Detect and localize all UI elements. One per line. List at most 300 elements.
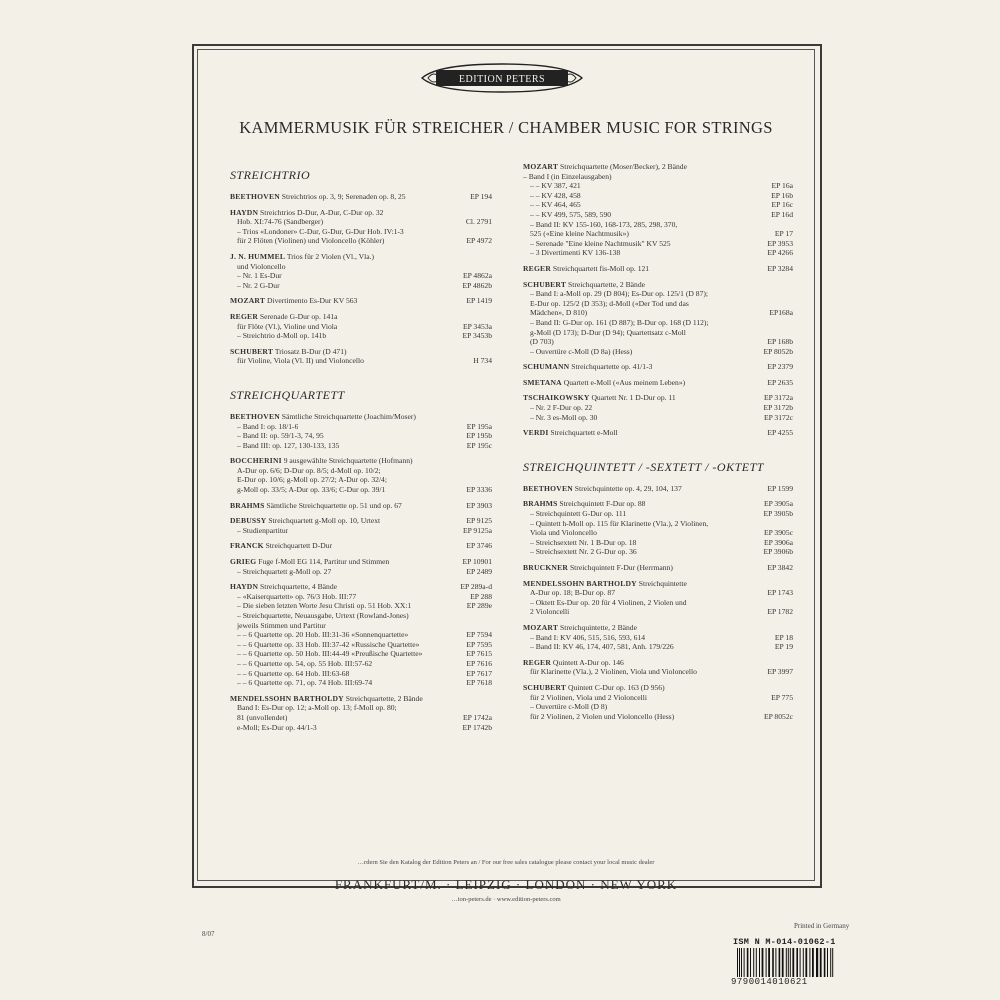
catalogue-number: EP 195c [466,440,492,450]
section-title: STREICHQUARTETT [230,387,345,402]
entry-text [237,271,282,281]
entry-text [230,296,357,306]
catalogue-number: EP 1742b [462,722,492,732]
entry-line [523,588,793,598]
work-description: für 2 Violinen, Viola und 2 Violoncelli [530,692,647,702]
entry-line [230,659,492,669]
work-description: für 2 Flöten (Violinen) und Violoncello (Köhler) [237,236,385,246]
entry-line [523,528,793,538]
catalogue-number: EP 16d [771,209,793,219]
work-description: Quartett e-Moll («Aus meinem Leben») [561,377,686,387]
print-code: 8/07 [202,930,215,938]
barcode-bar [824,948,826,977]
entry-text [237,431,324,441]
entry-line [523,229,793,239]
entry-text [237,227,404,237]
work-description: jeweils Stimmen und Partitur [237,620,326,630]
catalogue-number: EP 3906b [763,547,793,557]
entry-line [230,541,492,551]
barcode-bar [803,948,804,977]
entry-line [230,630,492,640]
entry-line [230,592,492,602]
catalogue-entry [230,252,492,290]
entry-line [523,347,793,357]
entry-line [523,484,793,494]
composer-name: SCHUBERT [230,346,274,356]
entry-text [237,281,280,291]
entry-text [237,713,287,723]
entry-line [230,331,492,341]
catalogue-number: EP 194 [470,192,492,201]
entry-text [530,210,611,220]
entry-text [530,308,587,318]
catalogue-entry [230,192,492,202]
work-description: – Trios «Londoner» C-Dur, G-Dur, G-Dur Hob. IV:1-3 [237,226,404,236]
work-description: – Band II: KV 46, 174, 407, 581, Anh. 179/226 [530,642,674,652]
catalogue-entry [230,412,492,450]
barcode-bar [744,948,745,977]
catalogue-number: EP 16b [771,190,793,200]
composer-name: MENDELSSOHN BARTHOLDY [230,693,344,703]
entry-text [237,621,326,631]
catalogue-entry [523,579,793,617]
entry-line [230,678,492,688]
work-description: – Band I: op. 18/1-6 [237,421,299,431]
entry-text [237,262,286,272]
entry-line [230,262,492,272]
entry-line [523,633,793,643]
work-description: – Streichtrio d-Moll op. 141b [237,331,327,341]
barcode-bar [759,948,760,977]
work-description: Streichtrios D-Dur, A-Dur, C-Dur op. 32 [258,207,384,217]
entry-line [230,601,492,611]
entry-text [237,611,409,621]
entry-text [523,658,624,668]
entry-text [530,413,597,423]
entry-text [237,640,419,650]
work-description: – – 6 Quartette op. 20 Hob. III:31-36 «Sonnenquartette» [237,630,409,640]
composer-name: HAYDN [230,207,259,217]
work-description: Fuge f-Moll EG 114, Partitur und Stimmen [256,557,390,567]
entry-line [523,712,793,722]
entry-line [523,318,793,328]
section-spacer [523,444,793,460]
barcode-bar [775,948,776,977]
work-description: für Klarinette (Vla.), 2 Violinen, Viola und Violoncello [530,667,697,677]
entry-line [523,162,793,172]
entry-text [237,659,372,669]
entry-line [230,611,492,621]
entry-text [530,547,637,557]
entry-text [237,723,317,733]
catalogue-number: EP 19 [774,642,793,652]
work-description: Viola und Violoncello [530,528,597,538]
entry-line [230,557,492,567]
entry-line [523,393,793,403]
catalogue-number: EP168a [769,308,793,318]
work-description: – – 6 Quartette op. 71, op. 74 Hob. III:69-74 [237,678,373,688]
composer-name: MOZART [523,162,559,171]
barcode-bar [827,948,828,977]
composer-name: MOZART [230,296,266,306]
catalogue-entry [230,582,492,688]
catalogue-number: EP 7615 [466,649,492,659]
work-description: – Nr. 2 F-Dur op. 22 [530,403,593,413]
work-description: Mädchen», D 810) [530,308,588,318]
entry-text [230,582,337,592]
catalogue-number: EP 2489 [466,566,492,576]
ismn-number: ISM N M-014-01062-1 [733,937,836,947]
work-description: – Streichsextett Nr. 1 B-Dur op. 18 [530,537,637,547]
catalogue-entry [523,658,793,677]
entry-text [523,683,665,693]
work-description: g-Moll op. 33/5; A-Dur op. 33/6; C-Dur op. 39/1 [237,485,386,495]
work-description: 9 ausgewählte Streichquartette (Hofmann) [281,456,413,466]
entry-line [523,428,793,438]
entry-text [230,501,402,511]
entry-line [523,547,793,557]
work-description: Serenade G-Dur op. 141a [258,311,338,321]
composer-name: SCHUMANN [523,362,570,372]
entry-text [237,466,381,476]
barcode-bar [779,948,781,977]
barcode-bar [812,948,814,977]
entry-text [530,607,569,617]
catalogue-number: EP 168b [767,337,793,347]
entry-text [530,318,709,328]
entry-text [530,598,687,608]
catalogue-number: EP 3906a [763,537,793,547]
work-description: A-Dur op. 18; B-Dur op. 87 [530,588,615,598]
entry-line [230,252,492,262]
work-description: Sämtliche Streichquartette op. 51 und op. 67 [264,500,402,510]
entry-line [523,181,793,191]
work-description: A-Dur op. 6/6; D-Dur op. 8/5; d-Moll op. 10/2; [237,465,381,475]
catalogue-entry [230,347,492,366]
entry-text [230,516,380,526]
entry-text [523,172,612,182]
catalogue-entry [523,378,793,388]
composer-name: DEBUSSY [230,516,267,526]
catalogue-number: H 734 [473,356,492,366]
work-description: Divertimento Es-Dur KV 563 [265,296,358,306]
work-description: Band I: Es-Dur op. 12; a-Moll op. 13; f-Moll op. 80; [237,703,397,713]
entry-line [523,642,793,652]
entry-text [237,441,339,451]
barcode-bar [805,948,807,977]
barcode-bar [772,948,774,977]
catalogue-entry [523,683,793,721]
composer-name: BEETHOVEN [230,411,280,421]
work-description: Streichquintett F-Dur (Herrmann) [568,563,673,572]
work-description: Streichquintett F-Dur op. 88 [557,499,646,509]
entry-line [230,356,492,366]
work-description: Streichquartett D-Dur [263,541,333,551]
entry-text [530,642,674,652]
entry-line [230,466,492,476]
entry-text [237,422,298,432]
catalogue-number: EP 3905b [763,509,793,519]
entry-text [237,630,408,640]
entry-line [523,378,793,388]
entry-line [523,308,793,318]
catalogue-number: EP 1599 [767,483,793,493]
barcode-number: 9790014010621 [731,977,866,988]
entry-line [523,683,793,693]
entry-line [230,208,492,218]
catalogue-number: EP 1742a [462,712,492,722]
entry-line [230,567,492,577]
catalogue-entry [230,557,492,576]
entry-line [230,694,492,704]
entry-line [523,509,793,519]
catalogue-entry [230,312,492,341]
catalogue-note: …rdern Sie den Katalog der Edition Peters an / For our free sales catalogue please contact your local music dealer [357,859,655,866]
entry-line [230,526,492,536]
barcode-bar [792,948,794,977]
entry-line [523,200,793,210]
work-description: Streichquartette op. 41/1-3 [569,362,653,372]
work-description: – Quintett h-Moll op. 115 für Klarinette (Vla.), 2 Violinen, [530,518,709,528]
composer-name: MOZART [523,622,559,632]
entry-text [237,485,385,495]
catalogue-entry [523,484,793,494]
entry-line [230,322,492,332]
composer-name: BEETHOVEN [523,483,573,493]
logo-text: EDITION PETERS [458,74,546,85]
catalogue-entry [230,456,492,494]
entry-text [237,669,349,679]
work-description: Streichquartett fis-Moll op. 121 [551,263,650,273]
entry-text [530,220,677,230]
entry-line [230,192,492,202]
catalogue-number: EP 8052c [763,711,793,721]
entry-line [523,172,793,182]
work-description: – Oktett Es-Dur op. 20 für 4 Violinen, 2 Violen und [530,597,687,607]
entry-line [230,649,492,659]
catalogue-number: EP 3453a [462,321,492,331]
catalogue-number: EP 3997 [767,667,793,677]
entry-line [230,312,492,322]
catalogue-entry [523,499,793,557]
barcode-bar [796,948,798,977]
publisher-cities: FRANKFURT/M. · LEIPZIG · LONDON · NEW YORK [334,877,678,892]
catalogue-number: EP 2379 [767,362,793,372]
entry-text [523,428,618,438]
catalogue-number: Cl. 2791 [465,217,492,227]
catalogue-number: EP 3172a [763,393,793,403]
entry-text [530,403,592,413]
entry-text [523,579,687,589]
composer-name: SCHUBERT [523,279,567,289]
entry-text [530,588,615,598]
catalogue-number: EP 3746 [466,541,492,551]
composer-name: J. N. HUMMEL [230,251,286,261]
entry-text [530,181,581,191]
work-description: Sämtliche Streichquartette (Joachim/Moser) [279,411,416,421]
entry-line [523,210,793,220]
composer-name: FRANCK [230,541,264,551]
work-description: – Band II: G-Dur op. 161 (D 887); B-Dur op. 168 (D 112); [530,317,709,327]
entry-text [523,623,637,633]
entry-text [230,252,374,262]
work-description: – Band II: op. 59/1-3, 74, 95 [237,431,324,441]
barcode-bar [768,948,770,977]
catalogue-number: EP 3953 [767,238,793,248]
entry-line [523,519,793,529]
catalogue-entry [230,501,492,511]
catalogue-entry [523,623,793,652]
work-description: Quintett A-Dur op. 146 [551,657,624,667]
entry-text [523,378,685,388]
barcode-bar [809,948,810,977]
work-description: – – 6 Quartette op. 50 Hob. III:44-49 «Preußische Quartette» [237,649,423,659]
entry-line [230,441,492,451]
catalogue-number: EP 7595 [466,639,492,649]
entry-line [523,299,793,309]
entry-line [230,485,492,495]
work-description: – Nr. 2 G-Dur [237,280,280,290]
catalogue-number: EP 8052b [763,346,793,356]
entry-line [230,296,492,306]
composer-name: SMETANA [523,377,562,387]
entry-text [530,693,647,703]
entry-text [237,475,387,485]
entry-line [523,607,793,617]
catalogue-number: EP 16a [771,181,793,191]
work-description: – Nr. 1 Es-Dur [237,271,282,281]
catalogue-number: EP 195a [466,421,492,431]
work-description: – Nr. 3 es-Moll op. 30 [530,412,598,422]
work-description: – Streichquartette, Neuausgabe, Urtext (Rowland-Jones) [237,611,409,620]
entry-text [523,393,676,403]
catalogue-entry [230,694,492,732]
catalogue-number: EP 3172b [763,403,793,413]
composer-name: REGER [523,657,552,667]
entry-line [523,598,793,608]
entry-text [230,192,406,202]
entry-text [530,328,686,338]
entry-line [230,422,492,432]
catalogue-entry [523,264,793,274]
work-description: Hob. XI:74-76 (Sandberger) [237,217,324,227]
catalogue-number: EP 1743 [767,588,793,598]
entry-text [237,217,323,227]
composer-name: REGER [230,311,259,321]
entry-text [530,633,645,643]
catalogue-number: EP 18 [774,632,793,642]
work-description: Streichquartette, 4 Bände [258,582,338,592]
work-description: – Ouvertüre c-Moll (D 8) [530,702,608,712]
entry-text [530,347,632,357]
entry-text [237,649,422,659]
entry-text [530,299,689,309]
barcode-bar [800,948,801,977]
work-description: Streichquartette (Moser/Becker), 2 Bände [558,162,687,171]
entry-text [237,526,288,536]
work-description: (D 703) [530,337,554,347]
catalogue-number: EP 3905a [763,499,793,509]
work-description: Streichquartett e-Moll [548,428,618,438]
barcode-bar [747,948,749,977]
entry-line [523,693,793,703]
entry-text [530,702,607,712]
work-description: – Streichsextett Nr. 2 G-Dur op. 36 [530,547,637,557]
composer-name: BRAHMS [230,500,265,510]
catalogue-number: EP 7617 [466,668,492,678]
catalogue-number: EP 2635 [767,377,793,387]
entry-text [530,712,674,722]
work-description: Quartett Nr. 1 D-Dur op. 11 [589,393,676,403]
entry-line [523,658,793,668]
entry-text [230,456,413,466]
entry-line [230,640,492,650]
catalogue-number: EP 3336 [466,485,492,495]
entry-line [230,475,492,485]
work-description: und Violoncello [237,261,286,271]
barcode-bar [750,948,751,977]
entry-line [230,236,492,246]
composer-name: BOCCHERINI [230,456,282,466]
work-description: – – 6 Quartette op. 33 Hob. III:37-42 «Russische Quartette» [237,639,420,649]
work-description: Streichtrios op. 3, 9; Serenaden op. 8, 25 [279,192,406,201]
catalogue-entry [230,541,492,551]
entry-text [523,499,645,509]
work-description: – – 6 Quartette op. 54, op. 55 Hob. III:57-62 [237,658,373,668]
barcode-bar [782,948,784,977]
entry-line [523,220,793,230]
entry-text [237,322,337,332]
section-title: STREICHTRIO [230,168,311,182]
work-description: – 3 Divertimenti KV 136-138 [530,248,621,258]
work-description: für 2 Violinen, 2 Violen und Violoncello (Hess) [530,711,675,721]
entry-line [523,280,793,290]
catalogue-number: EP 4266 [767,248,793,258]
catalogue-number: EP 4862a [462,271,492,281]
entry-text [237,356,364,366]
entry-text [530,337,554,347]
catalogue-number: EP 10901 [462,557,492,567]
entry-text [530,519,708,529]
composer-name: MENDELSSOHN BARTHOLDY [523,578,637,588]
page-title: KAMMERMUSIK FÜR STREICHER / CHAMBER MUSIC FOR STRINGS [239,118,773,137]
entry-line [230,412,492,422]
entry-line [230,669,492,679]
entry-line [523,623,793,633]
composer-name: VERDI [523,428,549,438]
entry-text [237,567,331,577]
barcode-bar [790,948,791,977]
work-description: für Violine, Viola (Vl. II) und Violoncello [237,356,364,366]
catalogue-number: EP 1419 [466,296,492,306]
composer-name: GRIEG [230,557,257,567]
entry-line [523,579,793,589]
entry-text [237,703,397,713]
entry-line [523,538,793,548]
work-description: – Band III: op. 127, 130-133, 135 [237,440,340,450]
catalogue-number: EP 3905c [763,528,793,538]
catalogue-number: EP 16c [771,200,793,210]
entry-text [237,331,326,341]
entry-line [523,403,793,413]
entry-text [530,191,581,201]
entry-line [230,227,492,237]
composer-name: SCHUBERT [523,682,567,692]
work-description: – Band I: KV 406, 515, 516, 593, 614 [530,632,646,642]
barcode-bar [816,948,818,977]
entry-text [530,528,597,538]
catalogue-number: EP 3284 [767,263,793,273]
